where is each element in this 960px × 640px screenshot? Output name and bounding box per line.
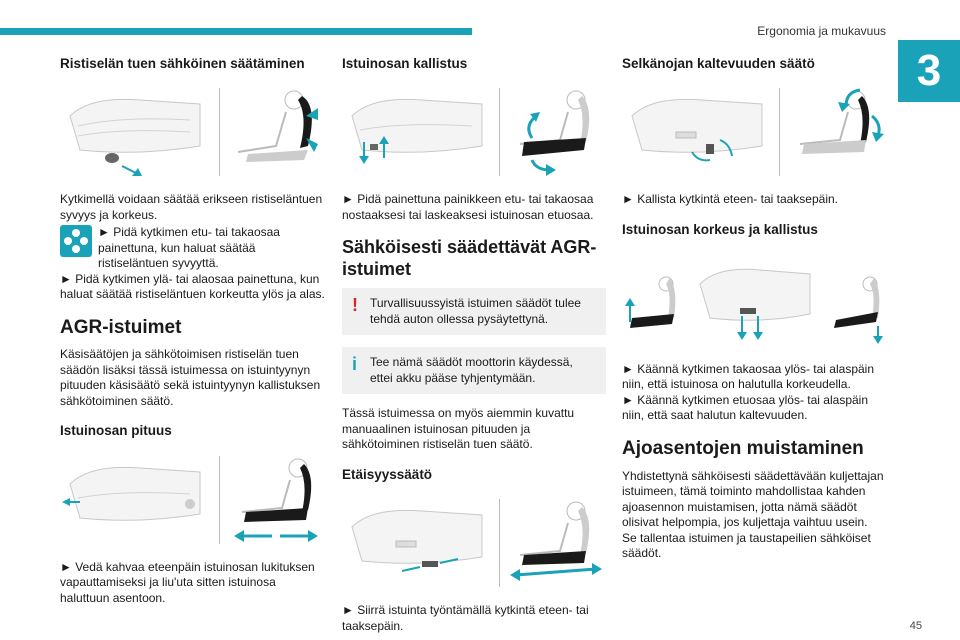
warning-note [342, 288, 606, 335]
seat-length-handle-icon [60, 454, 210, 546]
memory-text2: Se tallentaa istuimen ja taustapeilien sähköiset säädöt. [622, 530, 871, 561]
four-way-switch-icon [60, 225, 92, 257]
seated-person-length-icon [228, 454, 328, 546]
lumbar-heading: Ristiselän tuen sähköinen säätäminen [60, 56, 305, 71]
distance-illustration [342, 495, 606, 591]
illustration-divider [779, 88, 780, 176]
seated-person-tilt-icon [506, 86, 606, 178]
warning-icon: ! [352, 295, 358, 316]
length-illustration [60, 452, 328, 548]
length-heading: Istuinosan pituus [60, 423, 172, 439]
agr-text: Käsisäätöjen ja sähkötoimisen ristiselän tuen säädön lisäksi tässä istuimessa on istuintyynyn pituuden käsisäätö sekä istuintyynyn kallistuksen sähkötoiminen säätö. [60, 347, 321, 408]
info-icon: i [352, 354, 358, 375]
height-heading: Istuinosan korkeus ja kallistus [622, 221, 818, 237]
seated-person-front-tilt-icon [622, 254, 682, 346]
distance-text: ► Siirrä istuinta työntämällä kytkintä eteen- tai taaksepäin. [342, 603, 589, 633]
recline-heading: Selkänojan kaltevuuden säätö [622, 56, 815, 71]
lumbar-illustration [60, 84, 328, 180]
seat-height-switch-icon [694, 254, 814, 346]
length-text: ► Vedä kahvaa eteenpäin istuinosan lukituksen vapauttamiseksi ja liu'uta sitten istuinosa haluttuun asentoon. [60, 559, 315, 605]
column-3 [622, 56, 886, 572]
height-illustration [622, 250, 886, 350]
seat-side-switch-icon [60, 86, 210, 178]
memory-heading: Ajoasentojen muistaminen [622, 437, 864, 459]
seated-person-distance-icon [506, 497, 606, 589]
illustration-divider [499, 499, 500, 587]
info-text: Tee nämä säädöt moottorin käydessä, ettei akku pääse tyhjentymään. [370, 355, 573, 385]
illustration-divider [499, 88, 500, 176]
seat-recline-switch-icon [622, 86, 772, 178]
electric-heading: Sähköisesti säädettävät AGR-istuimet [342, 237, 597, 279]
seated-person-recline-icon [786, 86, 886, 178]
page-number: 45 [909, 620, 922, 632]
tilt-heading: Istuinosan kallistus [342, 56, 468, 71]
tilt-illustration [342, 84, 606, 180]
seated-person-rear-height-icon [826, 254, 886, 346]
seat-distance-switch-icon [342, 497, 492, 589]
distance-heading: Etäisyyssäätö [342, 466, 433, 482]
seat-tilt-switch-icon [342, 86, 492, 178]
lumbar-step1: ► Pidä kytkimen etu- tai takaosaa painettuna, kun haluat säätää ristiseläntuen syvyyttä. [98, 225, 280, 271]
agr-heading: AGR-istuimet [60, 316, 182, 338]
lumbar-intro: Kytkimellä voidaan säätää erikseen ristiseläntuen syvyys ja korkeus. [60, 192, 323, 222]
chapter-tab: 3 [898, 40, 960, 102]
column-2 [342, 56, 606, 640]
seated-person-lumbar-icon [228, 86, 328, 178]
tilt-text: ► Pidä painettuna painikkeen etu- tai takaosaa nostaaksesi tai laskeaksesi istuinosan etuosaa. [342, 192, 594, 222]
info-note [342, 347, 606, 394]
memory-text1: Yhdistettynä sähköisesti säädettävään kuljettajan istuimeen, tämä toiminto mahdollistaa kahden ajoasennon muistamisen, jotta nämä säädöt olisivat helpompia, jos kuljettaja vaihtuu usein. [622, 468, 884, 530]
recline-illustration [622, 84, 886, 180]
lumbar-step1-row [60, 225, 328, 272]
height-step1: ► Käännä kytkimen takaosaa ylös- tai alaspäin niin, että istuinosa on halutulla korkeudella. [622, 361, 875, 392]
section-title: Ergonomia ja mukavuus [757, 24, 886, 38]
illustration-divider [219, 456, 220, 544]
illustration-divider [219, 88, 220, 176]
height-step2: ► Käännä kytkimen etuosaa ylös- tai alaspäin niin, että saat halutun kaltevuuden. [622, 392, 869, 423]
lumbar-step2: ► Pidä kytkimen ylä- tai alaosaa painettuna, kun haluat säätää ristiseläntuen korkeutta ylös ja alas. [60, 271, 325, 302]
recline-text: ► Kallista kytkintä eteen- tai taaksepäin. [622, 192, 838, 207]
electric-text: Tässä istuimessa on myös aiemmin kuvattu manuaalinen istuinosan pituuden ja sähkötoiminen ristiselän tuen säätö. [342, 406, 575, 452]
column-1 [60, 56, 328, 616]
warning-text: Turvallisuussyistä istuimen säädöt tulee tehdä auton ollessa pysäytettynä. [370, 296, 581, 326]
header-accent-bar [0, 28, 472, 35]
